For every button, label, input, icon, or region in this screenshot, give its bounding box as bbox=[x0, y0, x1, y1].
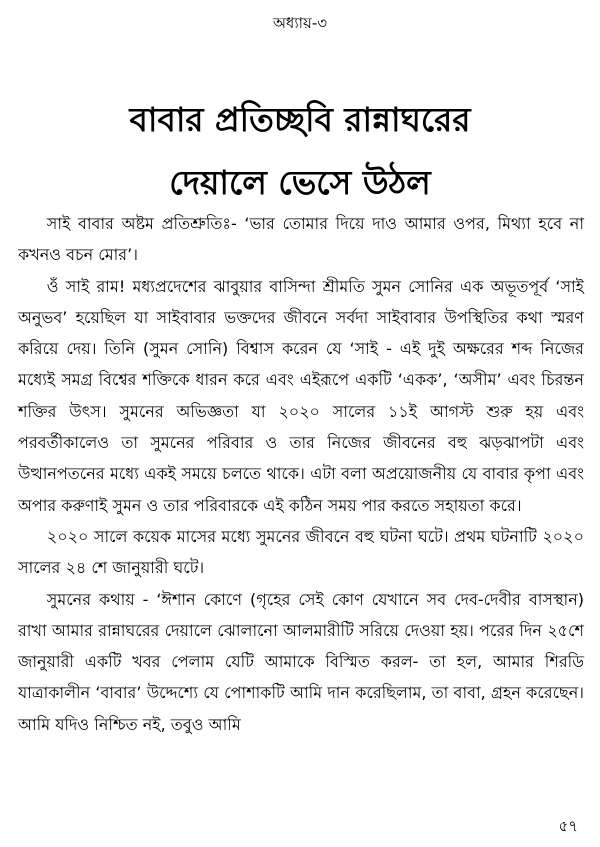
page-title-line-2: দেয়ালে ভেসে উঠল bbox=[169, 163, 431, 202]
paragraph: সাই বাবার অষ্টম প্রতিশ্রুতিঃ- ‘ভার তোমার দিয়ে দাও আমার ওপর, মিথ্যা হবে না কখনও বচন মোর’। bbox=[18, 214, 584, 265]
body-text bbox=[18, 208, 584, 740]
paragraph: ওঁ সাই রাম! মধ্যপ্রদেশের ঝাবুয়ার বাসিন্দা শ্রীমতি সুমন সোনির এক অভূতপূর্ব ‘সাই অনুভব’ হয়েছিল যা সাইবাবার ভক্তদের জীবনে সর্বদা সাইবাবার উপস্থিতির কথা স্মরণ করিয়ে দেয়। তিনি (সুমন সোনি) বিশ্বাস করেন যে ‘সাই - এই দুই অক্ষরের শব্দ নিজের মধ্যেই সমগ্র বিশ্বের শক্তিকে ধারন করে এবং এইরূপে একটি ‘একক’, ‘অসীম’ এবং চিরন্তন শক্তির উৎস। সুমনের অভিজ্ঞতা যা ২০২০ সালের ১১ই আগস্ট শুরু হয় এবং পরবর্তীকালেও তা সুমনের পরিবার ও তার নিজের জীবনের বহু ঝড়ঝাপটা এবং উত্থানপতনের মধ্যে একই সময়ে চলতে থাকে। এটা বলা অপ্রয়োজনীয় যে বাবার কৃপা এবং অপার করুণাই সুমন ও তার পরিবারকে এই কঠিন সময় পার করতে সহায়তা করে। bbox=[18, 276, 584, 515]
paragraph: ২০২০ সালে কয়েক মাসের মধ্যে সুমনের জীবনে বহু ঘটনা ঘটে। প্রথম ঘটনাটি ২০২০ সালের ২৪ শে জানুয়ারী ঘটে। bbox=[18, 526, 584, 578]
page-title-line-1: বাবার প্রতিচ্ছবি রান্নাঘরের bbox=[129, 100, 471, 139]
page-number: ৫৭ bbox=[558, 817, 578, 835]
chapter-heading: অধ্যায়-৩ bbox=[272, 14, 328, 32]
paragraph: সুমনের কথায় - ‘ঈশান কোণে (গৃহের সেই কোণ যেখানে সব দেব-দেবীর বাসস্থান) রাখা আমার রান্নাঘরের দেয়ালে ঝোলানো আলমারীটি সরিয়ে দেওয়া হয়। পরের দিন ২৫শে জানুয়ারী একটি খবর পেলাম যেটি আমাকে বিস্মিত করল- তা হল, আমার শিরডি যাত্রাকালীন ‘বাবার’ উদ্দেশ্যে যে পোশাকটি আমি দান করেছিলাম, তা বাবা, গ্রহন করেছেন। আমি যদিও নিশ্চিত নই, তবুও আমি bbox=[18, 589, 584, 734]
